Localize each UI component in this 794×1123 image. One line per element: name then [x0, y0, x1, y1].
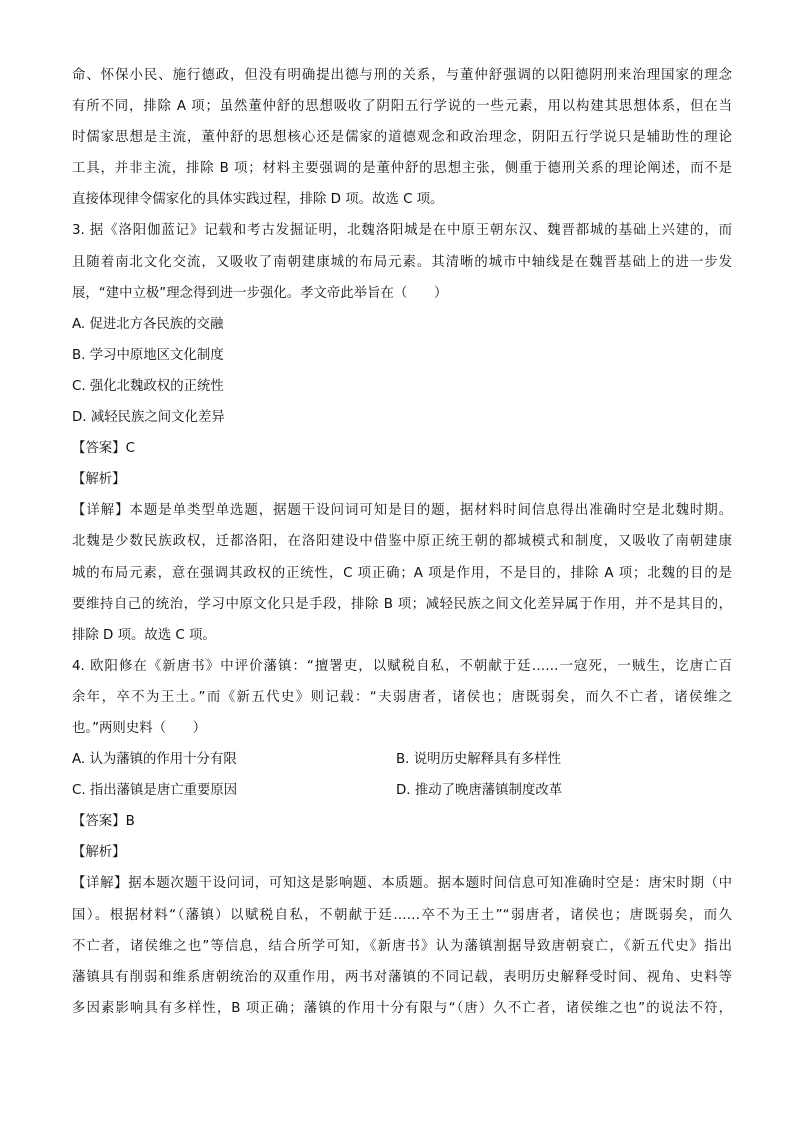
q4-detail-line: 藩镇具有削弱和维系唐朝统治的双重作用，两书对藩镇的不同记载，表明历史解释受时间、视角、史料等 — [72, 969, 732, 985]
q4-stem-line: 4. 欧阳修在《新唐书》中评价藩镇：“擅署吏，以赋税自私，不朝献于廷……一寇死，一贼生，讫唐亡百 — [72, 658, 732, 674]
answer-value: B — [125, 814, 135, 830]
q2-explanation-line: 命、怀保小民、施行德政，但没有明确提出德与刑的关系，与董仲舒强调的以阳德阴刑来治理国家的理念 — [72, 68, 732, 83]
q4-analysis-label: 【解析】 — [72, 845, 126, 861]
answer-label: 【答案】 — [72, 441, 126, 457]
q3-detail-line: 排除 D 项。故选 C 项。 — [72, 627, 216, 643]
q3-detail-line: 城的布局元素，意在强调其政权的正统性，C 项正确；A 项是作用，不是目的，排除 A 项；北魏的目的是 — [72, 565, 732, 581]
q4-option-d: D. 推动了晚唐藩镇制度改革 — [396, 783, 563, 799]
q4-option-a: A. 认为藩镇的作用十分有限 — [72, 752, 237, 768]
q4-detail-line: 多因素影响具有多样性，B 项正确；藩镇的作用十分有限与“（唐）久不亡者，诸侯维之也”的说法不符， — [72, 1000, 732, 1016]
document-page — [72, 60, 732, 1024]
q3-stem-line: 且随着南北文化交流，又吸收了南朝建康城的布局元素。其清晰的城市中轴线是在魏晋基础上的进一步发 — [72, 254, 732, 270]
q3-option-b: B. 学习中原地区文化制度 — [72, 347, 224, 363]
q2-explanation-line: 时儒家思想是主流，董仲舒的思想核心还是儒家的道德观念和政治理念，阴阳五行学说只是辅助性的理论 — [72, 130, 732, 146]
q3-stem-line: 3. 据《洛阳伽蓝记》记载和考古发掘证明，北魏洛阳城是在中原王朝东汉、魏晋都城的基础上兴建的，而 — [72, 223, 732, 239]
q3-detail-line: 要维持自己的统治，学习中原文化只是手段，排除 B 项；减轻民族之间文化差异属于作用，并不是其目的， — [72, 596, 732, 612]
q3-detail-line: 北魏是少数民族政权，迁都洛阳，在洛阳建设中借鉴中原正统王朝的都城模式和制度，又吸收了南朝建康 — [72, 534, 732, 550]
q3-option-c: C. 强化北魏政权的正统性 — [72, 378, 224, 394]
q2-explanation-line: 直接体现律令儒家化的具体实践过程，排除 D 项。故选 C 项。 — [72, 192, 444, 208]
q3-detail-line: 【详解】本题是单类型单选题，据题干设问词可知是目的题，据材料时间信息得出准确时空是北魏时期。 — [72, 503, 732, 519]
q4-options-row — [72, 775, 732, 806]
q4-stem-line: 余年，卒不为王土。”而《新五代史》则记载：“夫弱唐者，诸侯也；唐既弱矣，而久不亡者，诸侯维之 — [72, 689, 732, 705]
q2-explanation-line: 工具，并非主流，排除 B 项；材料主要强调的是董仲舒的思想主张，侧重于德刑关系的理论阐述，而不是 — [72, 161, 732, 177]
q4-stem-line: 也。”两则史料（ ） — [72, 720, 207, 736]
q4-detail-line: 国）。根据材料“（藩镇）以赋税自私，不朝献于廷……卒不为王土”“弱唐者，诸侯也；唐既弱矣，而久 — [72, 907, 732, 923]
q4-answer — [72, 806, 732, 837]
q3-option-d: D. 减轻民族之间文化差异 — [72, 410, 225, 426]
q3-answer — [72, 433, 732, 464]
answer-label: 【答案】 — [72, 814, 126, 830]
q2-explanation-line: 有所不同，排除 A 项；虽然董仲舒的思想吸收了阴阳五行学说的一些元素，用以构建其思想体系，但在当 — [72, 99, 732, 115]
q3-stem-line: 展，“建中立极”理念得到进一步强化。孝文帝此举旨在（ ） — [72, 285, 448, 301]
q4-detail-line: 【详解】据本题次题干设问词，可知这是影响题、本质题。据本题时间信息可知准确时空是：唐宋时期（中 — [72, 876, 732, 892]
q3-analysis-label: 【解析】 — [72, 472, 126, 488]
q3-option-a: A. 促进北方各民族的交融 — [72, 316, 224, 332]
q4-option-c: C. 指出藩镇是唐亡重要原因 — [72, 783, 238, 799]
q4-option-b: B. 说明历史解释具有多样性 — [396, 752, 561, 768]
q4-options-row — [72, 744, 732, 775]
answer-value: C — [125, 441, 135, 457]
q4-detail-line: 不亡者，诸侯维之也”等信息，结合所学可知，《新唐书》认为藩镇割据导致唐朝衰亡，《新五代史》指出 — [72, 938, 732, 954]
